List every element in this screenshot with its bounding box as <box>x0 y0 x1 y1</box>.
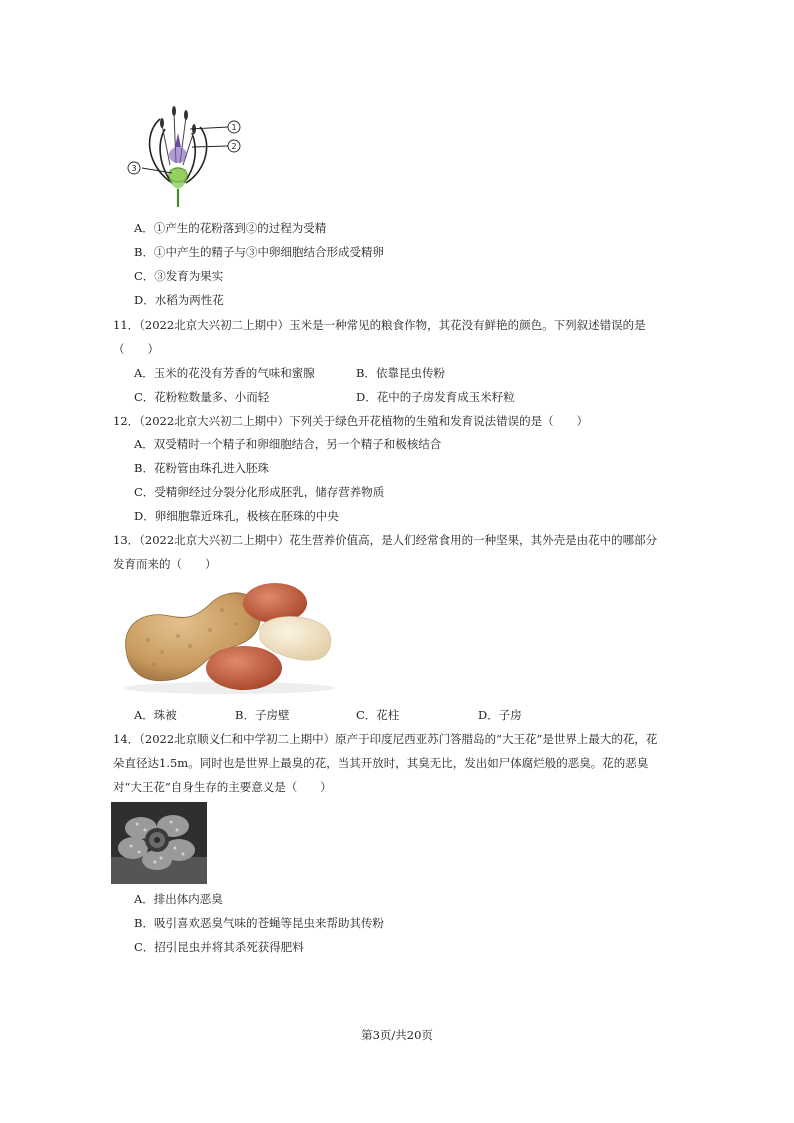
q14-stem-line3: 对“大王花”自身生存的主要意义是（ ） <box>113 780 332 794</box>
rafflesia-flower-image <box>111 802 207 884</box>
q10-option-b: B．①中产生的精子与③中卵细胞结合形成受精卵 <box>134 245 384 259</box>
q12-option-c: C．受精卵经过分裂分化形成胚乳，储存营养物质 <box>134 485 385 499</box>
peanut-image <box>118 580 343 695</box>
q11-option-d: D．花中的子房发育成玉米籽粒 <box>356 390 515 404</box>
q14-stem-line2: 朵直径达1.5m。同时也是世界上最臭的花，当其开放时，其臭无比，发出如尸体腐烂般的恶臭。花的恶臭 <box>113 756 649 770</box>
q10-option-c: C．③发育为果实 <box>134 269 224 283</box>
q10-option-d: D．水稻为两性花 <box>134 293 224 307</box>
q11-option-b: B．依靠昆虫传粉 <box>356 366 445 380</box>
q13-option-d: D．子房 <box>478 708 522 722</box>
q13-option-b: B．子房壁 <box>235 708 290 722</box>
svg-text:2: 2 <box>231 142 237 151</box>
q13-stem-line2: 发育而来的（ ） <box>113 557 217 571</box>
q10-option-a: A．①产生的花粉落到②的过程为受精 <box>134 221 327 235</box>
flower-structure-figure <box>120 105 250 210</box>
q14-stem-line1: 14．（2022北京顺义仁和中学初二上期中）原产于印度尼西亚苏门答腊岛的“大王花”是世界上最大的花，花 <box>113 732 658 746</box>
svg-text:1: 1 <box>231 123 237 132</box>
q14-option-c: C．招引昆虫并将其杀死获得肥料 <box>134 940 304 954</box>
q13-stem-line1: 13．（2022北京大兴初二上期中）花生营养价值高，是人们经常食用的一种坚果，其外壳是由花中的哪部分 <box>113 533 658 547</box>
q14-option-b: B．吸引喜欢恶臭气味的苍蝇等昆虫来帮助其传粉 <box>134 916 384 930</box>
q13-option-c: C．花柱 <box>356 708 400 722</box>
page-number-footer: 第3页/共20页 <box>361 1028 433 1042</box>
q12-option-d: D．卵细胞靠近珠孔，极核在胚珠的中央 <box>134 509 339 523</box>
q11-stem-line2: （ ） <box>113 342 159 356</box>
q11-option-c: C．花粉粒数量多、小而轻 <box>134 390 270 404</box>
q14-option-a: A．排出体内恶臭 <box>134 892 223 906</box>
q13-option-a: A．珠被 <box>134 708 177 722</box>
q11-option-a: A．玉米的花没有芳香的气味和蜜腺 <box>134 366 315 380</box>
q12-option-a: A．双受精时一个精子和卵细胞结合，另一个精子和极核结合 <box>134 437 442 451</box>
q11-stem-line1: 11．（2022北京大兴初二上期中）玉米是一种常见的粮食作物，其花没有鲜艳的颜色。下列叙述错误的是 <box>113 318 646 332</box>
q12-option-b: B．花粉管由珠孔进入胚珠 <box>134 461 269 475</box>
q12-stem: 12．（2022北京大兴初二上期中）下列关于绿色开花植物的生殖和发育说法错误的是（ ） <box>113 414 589 428</box>
svg-text:3: 3 <box>131 164 137 173</box>
